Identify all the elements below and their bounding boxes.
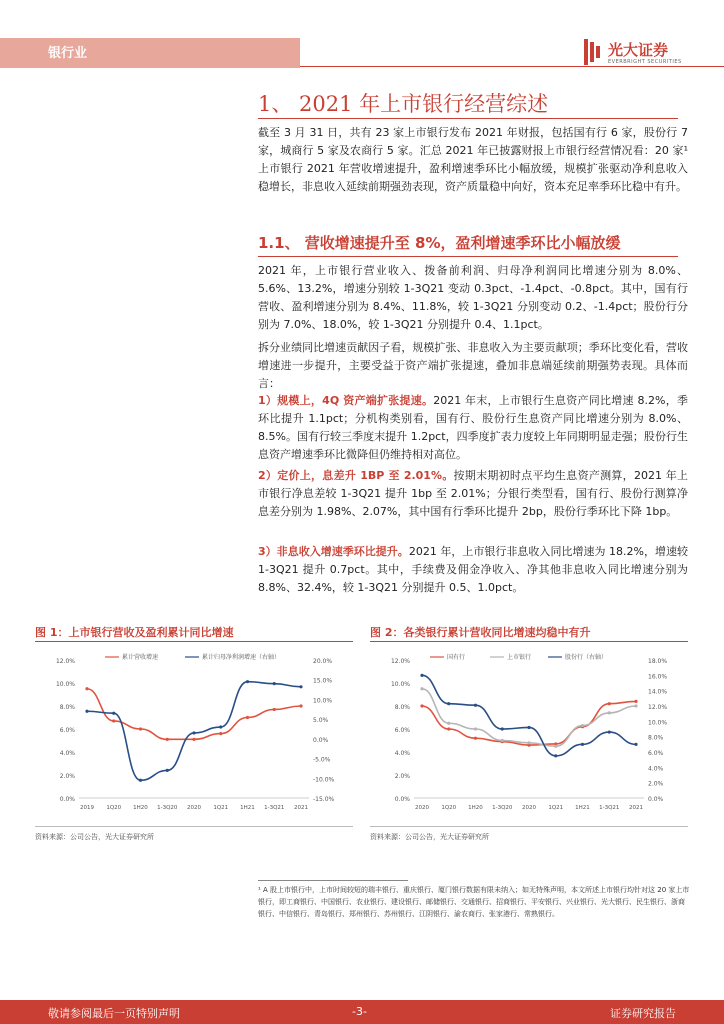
x-axis-tick-label: 1-3Q21 xyxy=(599,805,620,811)
data-point xyxy=(527,726,530,729)
x-axis-tick-label: 2021 xyxy=(629,805,643,811)
right-axis-tick-label: -10.0% xyxy=(313,776,335,784)
page-number: -3- xyxy=(352,1005,367,1018)
data-point xyxy=(139,727,142,730)
header-bar xyxy=(0,38,300,68)
footnote: ¹ A 股上市银行中，上市时间较短的瑞丰银行、重庆银行、厦门银行数据有限未纳入；如无特殊声明，本文所述上市银行均针对这 20 家上市银行，即工商银行、中国银行、农业银行、建设银行、邮储银行、交通银行、招商银行、平安银行、兴业银行、光大银行、民生银行、浙商银行、中信银行、青岛银行、郑州银行、苏州银行、江阴银行、渝农商行、张家港行、常熟银行。 xyxy=(258,886,690,918)
section-label: 银行业 xyxy=(48,46,88,61)
paragraph-4-body: 按期末期初时点平均生息资产测算，2021 年上市银行净息差较 1-3Q21 提升 1bp 至 2.01%；分银行类型看，国有行、股份行测算净息差分别为 1.98%、2.07%，其中国有行季环比提升 2bp，股份行季环比下降 1bp。 xyxy=(258,469,688,518)
figure-1-source: 资料来源：公司公告，光大证券研究所 xyxy=(35,833,154,841)
footer-disclaimer: 敬请参阅最后一页特别声明 xyxy=(48,1007,180,1020)
right-axis-tick-label: 10.0% xyxy=(313,697,333,705)
right-axis-tick-label: 5.0% xyxy=(313,717,329,725)
paragraph-2: 拆分业绩同比增速贡献因子看，规模扩张、非息收入为主要贡献项；季环比变化看，营收增速进一步提升，主要受益于资产端扩张提速，叠加非息端延续前期强势表现。具体而言： xyxy=(258,341,688,390)
right-axis-tick-label: 14.0% xyxy=(648,688,668,696)
section-title: 1、 2021 年上市银行经营综述 xyxy=(258,92,549,116)
left-axis-tick-label: 4.0% xyxy=(59,750,75,757)
data-point xyxy=(139,779,142,782)
x-axis-tick-label: 2020 xyxy=(415,805,429,811)
data-point xyxy=(447,727,450,730)
footer-bar xyxy=(0,1000,724,1024)
legend-label: 累计归母净利润增速（右轴） xyxy=(202,654,281,661)
footnote-rule xyxy=(258,880,408,881)
paragraph-4 xyxy=(258,467,688,521)
right-axis-tick-label: 20.0% xyxy=(313,658,333,665)
data-point xyxy=(527,741,530,744)
logo-icon xyxy=(582,38,604,66)
paragraph-3 xyxy=(258,392,688,464)
data-point xyxy=(608,702,611,705)
data-point xyxy=(246,716,249,719)
right-axis-tick-label: 2.0% xyxy=(648,780,664,788)
right-axis-tick-label: 8.0% xyxy=(648,734,664,742)
left-axis-tick-label: 0.0% xyxy=(59,796,75,803)
x-axis-tick-label: 2020 xyxy=(187,805,201,811)
legend-label: 股份行（右轴） xyxy=(565,654,608,661)
data-point xyxy=(581,743,584,746)
figure-2-title: 图 2：各类银行累计营收同比增速均稳中有升 xyxy=(370,626,591,639)
x-axis-tick-label: 2021 xyxy=(294,805,308,811)
data-point xyxy=(634,700,637,703)
data-point xyxy=(420,704,423,707)
paragraph-3-body: 2021 年末，上市银行生息资产同比增速 8.2%，季环比提升 1.1pct；分机构类别看，国有行、股份行生息资产同比增速分别为 8.0%、8.5%。国有行较三季度末提升 1.2pct，四季度扩表力度较上年同期明显走强；股份行生息资产增速季环比微降但仍维持相对高位。 xyxy=(258,394,688,461)
right-axis-tick-label: 10.0% xyxy=(648,719,668,727)
data-point xyxy=(85,687,88,690)
figure-1-chart xyxy=(35,648,353,820)
data-point xyxy=(634,704,637,707)
data-point xyxy=(447,722,450,725)
logo-text: 光大证券 xyxy=(608,41,669,59)
right-axis-tick-label: 0.0% xyxy=(648,796,664,803)
data-point xyxy=(219,732,222,735)
data-point xyxy=(608,711,611,714)
series-line xyxy=(422,689,636,747)
legend-label: 国有行 xyxy=(447,654,466,661)
left-axis-tick-label: 2.0% xyxy=(394,773,410,780)
data-point xyxy=(554,754,557,757)
data-point xyxy=(299,704,302,707)
right-axis-tick-label: 15.0% xyxy=(313,677,333,685)
x-axis-tick-label: 1H21 xyxy=(575,805,590,811)
data-point xyxy=(581,724,584,727)
x-axis-tick-label: 1Q21 xyxy=(548,805,564,811)
right-axis-tick-label: -5.0% xyxy=(313,756,331,764)
x-axis-tick-label: 2019 xyxy=(80,805,94,811)
paragraph-5-lead: 3）非息收入增速季环比提升。 xyxy=(258,545,409,558)
figure-2-rule xyxy=(370,641,688,642)
x-axis-tick-label: 1H20 xyxy=(133,805,148,811)
data-point xyxy=(192,738,195,741)
data-point xyxy=(554,745,557,748)
data-point xyxy=(112,712,115,715)
logo-subtext: EVERBRIGHT SECURITIES xyxy=(608,59,682,65)
left-axis-tick-label: 4.0% xyxy=(394,750,410,757)
x-axis-tick-label: 1Q20 xyxy=(106,805,122,811)
footer-report-label: 证券研究报告 xyxy=(610,1007,676,1020)
data-point xyxy=(634,743,637,746)
paragraph-5 xyxy=(258,543,688,597)
data-point xyxy=(192,731,195,734)
right-axis-tick-label: -15.0% xyxy=(313,796,335,803)
left-axis-tick-label: 8.0% xyxy=(59,704,75,711)
data-point xyxy=(273,708,276,711)
x-axis-tick-label: 1H20 xyxy=(468,805,483,811)
data-point xyxy=(246,680,249,683)
paragraph-1: 2021 年，上市银行营业收入、拨备前利润、归母净利润同比增速分别为 8.0%、5.6%、13.2%，增速分别较 1-3Q21 变动 0.3pct、-1.4pct、-0.8pct。其中，国有行营收、盈利增速分别为 8.4%、11.8%，较 1-3Q21 分别变动 0.2、-1.4pct；股份行分别为 7.0%、18.0%，较 1-3Q21 分别提升 0.4、1.1pct。 xyxy=(258,264,688,331)
figure-1-rule xyxy=(35,641,353,642)
data-point xyxy=(112,719,115,722)
x-axis-tick-label: 1H21 xyxy=(240,805,255,811)
figure-2-source: 资料来源：公司公告，光大证券研究所 xyxy=(370,833,489,841)
data-point xyxy=(273,682,276,685)
left-axis-tick-label: 8.0% xyxy=(394,704,410,711)
data-point xyxy=(501,727,504,730)
left-axis-tick-label: 10.0% xyxy=(390,681,410,688)
left-axis-tick-label: 2.0% xyxy=(59,773,75,780)
left-axis-tick-label: 12.0% xyxy=(390,658,410,665)
data-point xyxy=(474,704,477,707)
data-point xyxy=(166,738,169,741)
data-point xyxy=(166,769,169,772)
paragraph-5-body: 2021 年，上市银行非息收入同比增速为 18.2%，增速较 1-3Q21 提升 0.7pct。其中，手续费及佣金净收入、净其他非息收入同比增速分别为 8.8%、32.4%，较 1-3Q21 分别提升 0.5、1.0pct。 xyxy=(258,545,689,594)
x-axis-tick-label: 1-3Q20 xyxy=(157,805,178,811)
data-point xyxy=(474,727,477,730)
data-point xyxy=(299,685,302,688)
figure-2-bottom-rule xyxy=(370,826,688,827)
right-axis-tick-label: 6.0% xyxy=(648,750,664,757)
right-axis-tick-label: 16.0% xyxy=(648,673,668,681)
paragraph-4-lead: 2）定价上，息差升 1BP 至 2.01%。 xyxy=(258,469,454,482)
figure-1-title: 图 1：上市银行营收及盈利累计同比增速 xyxy=(35,626,234,639)
figure-2-chart xyxy=(370,648,688,820)
subtitle-rule xyxy=(258,256,678,257)
left-axis-tick-label: 6.0% xyxy=(394,727,410,734)
x-axis-tick-label: 1-3Q20 xyxy=(492,805,513,811)
figure-1-bottom-rule xyxy=(35,826,353,827)
legend-label: 累计营收增速 xyxy=(122,654,159,661)
x-axis-tick-label: 1Q21 xyxy=(213,805,229,811)
intro-paragraph: 截至 3 月 31 日，共有 23 家上市银行发布 2021 年财报，包括国有行 6 家，股份行 7 家，城商行 5 家及农商行 5 家。汇总 2021 年已披露财报上市银行经营情况看：20 家¹上市银行 2021 年营收增速提升，盈利增速季环比小幅放缓，规模扩张驱动净利息收入稳增长，非息收入延续前期强劲表现，资产质量稳中向好，资本充足率季环比稳中有升。 xyxy=(258,126,688,193)
data-point xyxy=(420,687,423,690)
brand-logo xyxy=(582,36,712,70)
data-point xyxy=(447,702,450,705)
data-point xyxy=(420,674,423,677)
title-rule xyxy=(258,118,678,119)
left-axis-tick-label: 10.0% xyxy=(55,681,75,688)
data-point xyxy=(474,737,477,740)
right-axis-tick-label: 4.0% xyxy=(648,765,664,773)
data-point xyxy=(219,725,222,728)
x-axis-tick-label: 1-3Q21 xyxy=(264,805,285,811)
paragraph-3-lead: 1）规模上，4Q 资产端扩张提速。 xyxy=(258,394,434,407)
legend-label: 上市银行 xyxy=(507,654,532,661)
left-axis-tick-label: 0.0% xyxy=(394,796,410,803)
right-axis-tick-label: 0.0% xyxy=(313,736,329,744)
series-line xyxy=(87,682,301,781)
left-axis-tick-label: 12.0% xyxy=(55,658,75,665)
data-point xyxy=(608,730,611,733)
right-axis-tick-label: 12.0% xyxy=(648,704,668,711)
right-axis-tick-label: 18.0% xyxy=(648,658,668,665)
data-point xyxy=(501,739,504,742)
subsection-title: 1.1、 营收增速提升至 8%，盈利增速季环比小幅放缓 xyxy=(258,234,621,252)
data-point xyxy=(85,710,88,713)
x-axis-tick-label: 1Q20 xyxy=(441,805,457,811)
x-axis-tick-label: 2020 xyxy=(522,805,536,811)
left-axis-tick-label: 6.0% xyxy=(59,727,75,734)
